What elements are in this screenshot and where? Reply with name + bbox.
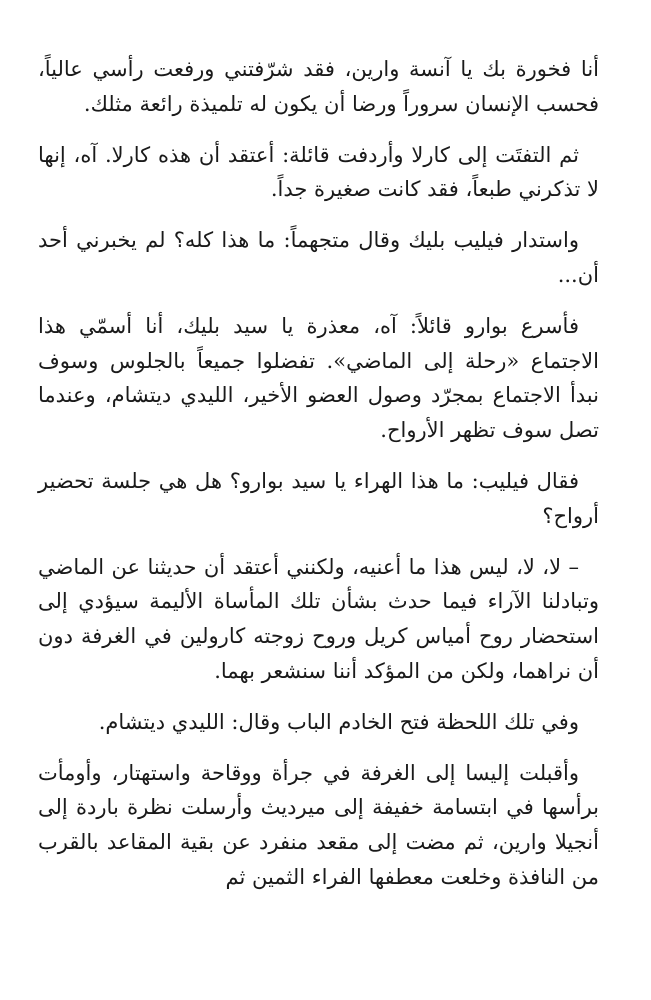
paragraph-3: واستدار فيليب بليك وقال متجهماً: ما هذا كله؟ لم يخبرني أحد أن...	[38, 228, 599, 287]
paragraph-4: فأسرع بوارو قائلاً: آه، معذرة يا سيد بليك، أنا أسمّي هذا الاجتماع «رحلة إلى الماضي». تفضلوا جميعاً بالجلوس وسوف نبدأ الاجتماع بمجرّد وصول العضو الأخير، الليدي ديتشام، وعندما تصل سوف تظهر الأرواح.	[38, 313, 599, 443]
paragraph-5: فقال فيليب: ما هذا الهراء يا سيد بوارو؟ هل هي جلسة تحضير أرواح؟	[38, 468, 599, 528]
paragraph-7: وفي تلك اللحظة فتح الخادم الباب وقال: الليدي ديتشام.	[98, 709, 579, 734]
paragraph-6: – لا، لا، ليس هذا ما أعنيه، ولكنني أعتقد أن حديثنا عن الماضي وتبادلنا الآراء فيما حدث بشأن تلك المأساة الأليمة سيؤدي إلى استحضار روح أمياس كريل وروح زوجته كارولين في الغرفة دون أن نراهما، ولكن من المؤكد أننا سنشعر بهما.	[38, 554, 599, 683]
paragraph-1: أنا فخورة بك يا آنسة وارين، فقد شرّفتني ورفعت رأسي عالياً، فحسب الإنسان سروراً ورضا أن يكون له تلميذة رائعة مثلك.	[38, 57, 599, 116]
book-page	[38, 52, 599, 1000]
paragraph-2: ثم التفتَت إلى كارلا وأردفت قائلة: أعتقد أن هذه كارلا. آه، إنها لا تذكرني طبعاً، فقد كانت صغيرة جداً.	[38, 142, 599, 202]
paragraph-8: وأقبلت إليسا إلى الغرفة في جرأة ووقاحة واستهتار، وأومأت برأسها في ابتسامة خفيفة إلى ميرديث وأرسلت نظرة باردة إلى أنجيلا وارين، ثم مضت إلى مقعد منفرد عن بقية المقاعد بالقرب من النافذة وخلعت معطفها الفراء الثمين ثم	[38, 760, 599, 889]
